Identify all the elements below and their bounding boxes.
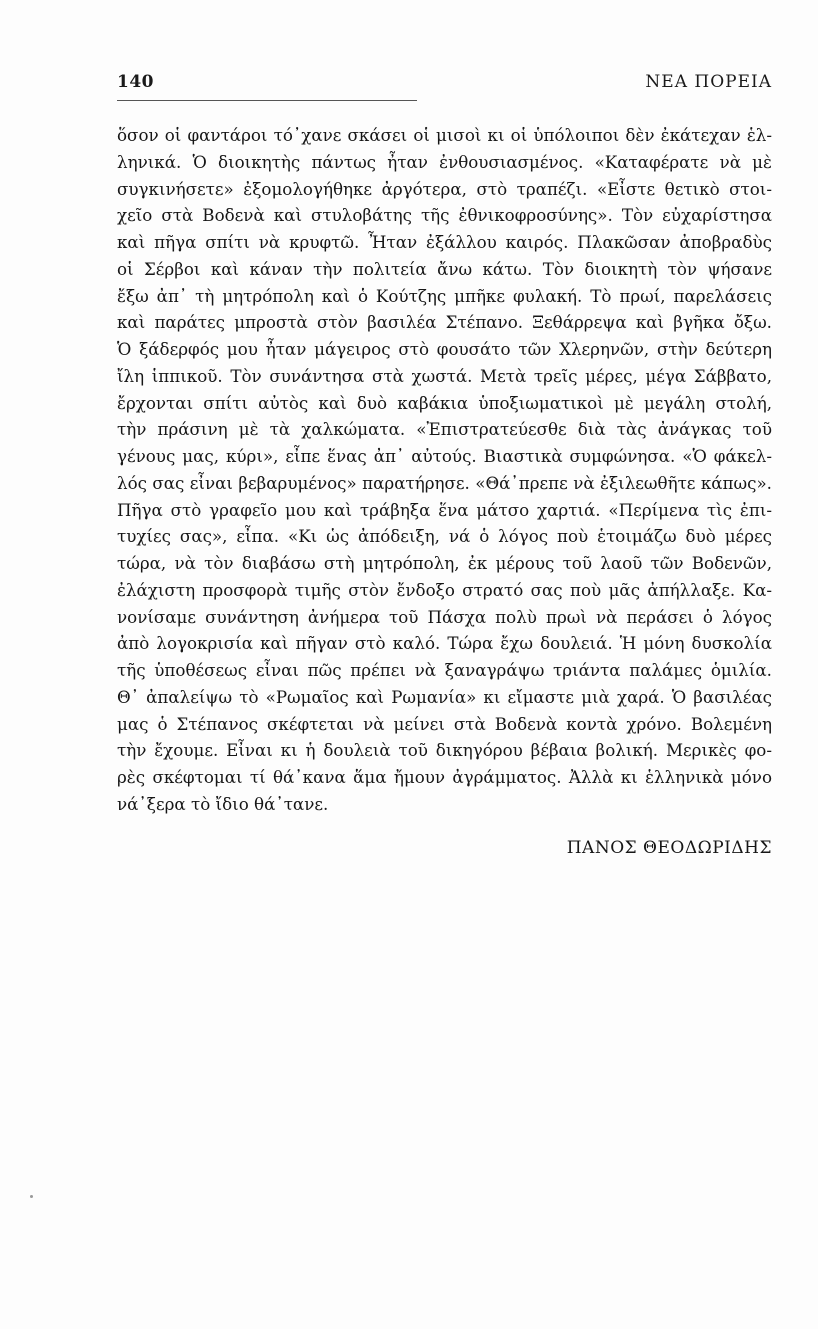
text-line: καὶ πῆγα σπίτι νὰ κρυφτῶ. Ἦταν ἐξάλλου καιρός. Πλακῶσαν ἀποβραδὺς <box>117 232 772 252</box>
text-line: νονίσαμε συνάντηση ἀνήμερα τοῦ Πάσχα πολὺ πρωὶ νὰ περάσει ὁ λόγος <box>117 606 772 627</box>
text-line: ὅσον οἱ φαντάροι τό᾽χανε σκάσει οἱ μισοὶ κι οἱ ὑπόλοιποι δὲν ἐκάτεχαν ἑλ- <box>117 125 772 145</box>
running-head <box>117 72 772 100</box>
header-rule <box>117 100 417 101</box>
text-line: Πῆγα στὸ γραφεῖο μου καὶ τράβηξα ἕνα μάτσο χαρτιά. «Περίμενα τὶς ἐπι- <box>117 499 772 520</box>
text-line: τυχίες σας», εἶπα. «Κι ὡς ἀπόδειξη, νά ὁ λόγος ποὺ ἑτοιμάζω δυὸ μέρες <box>117 526 772 547</box>
text-line: Θ᾽ ἀπαλείψω τὸ «Ρωμαῖος καὶ Ρωμανία» κι εἴμαστε μιὰ χαρά. Ὁ βασιλέας <box>117 686 772 707</box>
journal-title: ΝΕΑ ΠΟΡΕΙΑ <box>645 72 772 92</box>
text-line: καὶ παράτες μπροστὰ στὸν βασιλέα Στέπανο. Ξεθάρρεψα καὶ βγῆκα ὄξω. <box>117 312 772 333</box>
page-number: 140 <box>117 72 154 92</box>
text-line: λός σας εἶναι βεβαρυμένος» παρατήρησε. «Θά᾽πρεπε νὰ ἐξιλεωθῆτε κάπως». <box>117 472 772 493</box>
text-line: τώρα, νὰ τὸν διαβάσω στὴ μητρόπολη, ἐκ μέρους τοῦ λαοῦ τῶν Βοδενῶν, <box>117 553 772 573</box>
text-line: ρὲς σκέφτομαι τί θά᾽κανα ἅμα ἤμουν ἀγράμματος. Ἀλλὰ κι ἑλληνικὰ μόνο <box>117 767 772 787</box>
text-line: οἱ Σέρβοι καὶ κάναν τὴν πολιτεία ἄνω κάτω. Τὸν διοικητὴ τὸν ψήσανε <box>117 258 772 279</box>
text-line: συγκινήσετε» ἐξομολογήθηκε ἀργότερα, στὸ τραπέζι. «Εἶστε θετικὸ στοι- <box>117 178 772 199</box>
text-line: τῆς ὑποθέσεως εἶναι πῶς πρέπει νὰ ξαναγράψω τριάντα παλάμες ὁμιλία. <box>117 660 772 680</box>
article-body <box>117 122 772 818</box>
text-line: ληνικά. Ὁ διοικητὴς πάντως ἦταν ἐνθουσιασμένος. «Καταφέρατε νὰ μὲ <box>117 151 772 172</box>
text-line: ἴλη ἱππικοῦ. Τὸν συνάντησα στὰ χωστά. Μετὰ τρεῖς μέρες, μέγα Σάββατο, <box>117 365 772 386</box>
text-line: ἔξω ἀπ᾽ τὴ μητρόπολη καὶ ὁ Κούτζης μπῆκε φυλακή. Τὸ πρωί, παρελάσεις <box>117 285 772 306</box>
text-line: μας ὁ Στέπανος σκέφτεται νὰ μείνει στὰ Βοδενὰ κοντὰ χρόνο. Βολεμένη <box>117 713 772 734</box>
text-line: γένους μας, κύρι», εἶπε ἕνας ἀπ᾽ αὐτούς. Βιαστικὰ συμφώνησα. «Ὁ φάκελ- <box>117 446 772 466</box>
text-line: νά᾽ξερα τὸ ἴδιο θά᾽τανε. <box>117 793 329 814</box>
text-line: χεῖο στὰ Βοδενὰ καὶ στυλοβάτης τῆς ἐθνικοφροσύνης». Τὸν εὐχαρίστησα <box>117 205 772 226</box>
text-line: ἐλάχιστη προσφορὰ τιμῆς στὸν ἔνδοξο στρατό σας ποὺ μᾶς ἀπήλλαξε. Κα- <box>117 579 772 600</box>
paper-speck <box>30 1195 33 1198</box>
author-signature: ΠΑΝΟΣ ΘΕΟΔΩΡΙΔΗΣ <box>566 838 772 858</box>
text-line: τὴν πράσινη μὲ τὰ χαλκώματα. «Ἐπιστρατεύεσθε διὰ τὰς ἀνάγκας τοῦ <box>117 419 772 440</box>
text-line: ἔρχονται σπίτι αὐτὸς καὶ δυὸ καβάκια ὑποξιωματικοὶ μὲ μεγάλη στολή, <box>117 392 772 413</box>
text-line: Ὁ ξάδερφός μου ἦταν μάγειρος στὸ φουσάτο τῶν Χλερηνῶν, στὴν δεύτερη <box>117 339 772 359</box>
text-line: τὴν ἔχουμε. Εἶναι κι ἡ δουλειὰ τοῦ δικηγόρου βέβαια βολική. Μερικὲς φο- <box>117 740 772 761</box>
text-line: ἀπὸ λογοκρισία καὶ πῆγαν στὸ καλό. Τώρα ἔχω δουλειά. Ἡ μόνη δυσκολία <box>117 633 772 654</box>
